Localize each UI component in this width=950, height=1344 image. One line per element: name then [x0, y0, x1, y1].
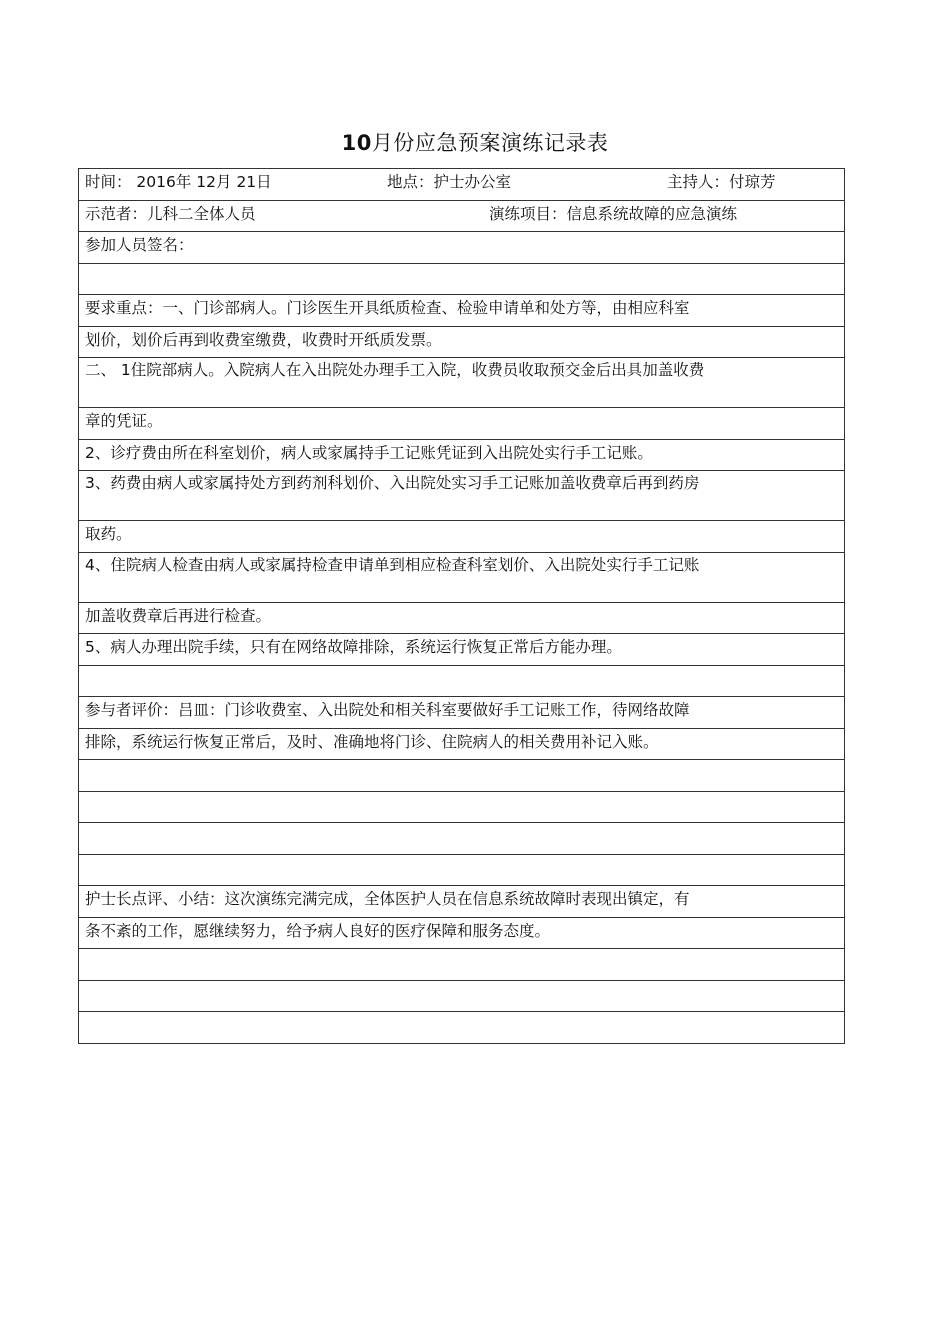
- requirement-row: [79, 603, 844, 635]
- blank-row: [79, 666, 844, 698]
- title-number: 10: [341, 131, 372, 155]
- requirement-row: [79, 408, 844, 440]
- evaluation-row: [79, 697, 844, 729]
- row-text: 划价，划价后再到收费室缴费，收费时开纸质发票。: [85, 330, 442, 349]
- blank-row: [79, 264, 844, 296]
- blank-row: [79, 823, 844, 855]
- requirement-row: [79, 295, 844, 327]
- blank-row: [79, 981, 844, 1013]
- project-field: 演练项目：信息系统故障的应急演练: [489, 204, 738, 223]
- demonstrator-field: 示范者：儿科二全体人员: [85, 204, 256, 223]
- blank-row: [79, 760, 844, 792]
- row-text: 条不紊的工作，愿继续努力，给予病人良好的医疗保障和服务态度。: [85, 921, 551, 940]
- summary-row: [79, 918, 844, 950]
- row-text: 参与者评价：吕皿：门诊收费室、入出院处和相关科室要做好手工记账工作，待网络故障: [85, 701, 690, 719]
- requirement-row: [79, 521, 844, 553]
- blank-row: [79, 1012, 844, 1044]
- row-text: 章的凭证。: [85, 412, 163, 430]
- time-field: 时间： 2016年 12月 21日: [85, 173, 272, 191]
- requirement-row: [79, 327, 844, 359]
- signature-label: 参加人员签名：: [85, 236, 194, 254]
- title-text: 月份应急预案演练记录表: [371, 131, 609, 155]
- requirement-row: [79, 634, 844, 666]
- row-text: 要求重点：一、门诊部病人。门诊医生开具纸质检查、检验申请单和处方等，由相应科室: [85, 299, 690, 317]
- header-row-1: [79, 169, 844, 201]
- row-text: 4、住院病人检查由病人或家属持检查申请单到相应检查科室划价、入出院处实行手工记账: [85, 555, 700, 574]
- summary-row: [79, 886, 844, 918]
- drill-record-table: [78, 168, 845, 1044]
- row-text: 3、药费由病人或家属持处方到药剂科划价、入出院处实习手工记账加盖收费章后再到药房: [85, 474, 700, 492]
- evaluation-row: [79, 729, 844, 761]
- host-field: 主持人：付琼芳: [667, 173, 776, 191]
- blank-row: [79, 949, 844, 981]
- row-text: 护士长点评、小结：这次演练完满完成，全体医护人员在信息系统故障时表现出镇定，有: [85, 890, 690, 908]
- signature-row: [79, 232, 844, 264]
- blank-row: [79, 855, 844, 887]
- row-text: 排除，系统运行恢复正常后，及时、准确地将门诊、住院病人的相关费用补记入账。: [85, 732, 659, 751]
- page-title: [0, 128, 950, 158]
- requirement-row: [79, 553, 844, 603]
- row-text: 加盖收费章后再进行检查。: [85, 606, 272, 625]
- location-field: 地点：护士办公室: [387, 173, 512, 191]
- row-text: 取药。: [85, 525, 132, 543]
- requirement-row: [79, 440, 844, 472]
- row-text: 2、诊疗费由所在科室划价，病人或家属持手工记账凭证到入出院处实行手工记账。: [85, 443, 653, 462]
- requirement-row: [79, 358, 844, 408]
- blank-row: [79, 792, 844, 824]
- requirement-row: [79, 471, 844, 521]
- row-text: 5、病人办理出院手续，只有在网络故障排除，系统运行恢复正常后方能办理。: [85, 638, 622, 656]
- header-row-2: [79, 201, 844, 233]
- row-text: 二、 1住院部病人。入院病人在入出院处办理手工入院，收费员收取预交金后出具加盖收费: [85, 361, 705, 379]
